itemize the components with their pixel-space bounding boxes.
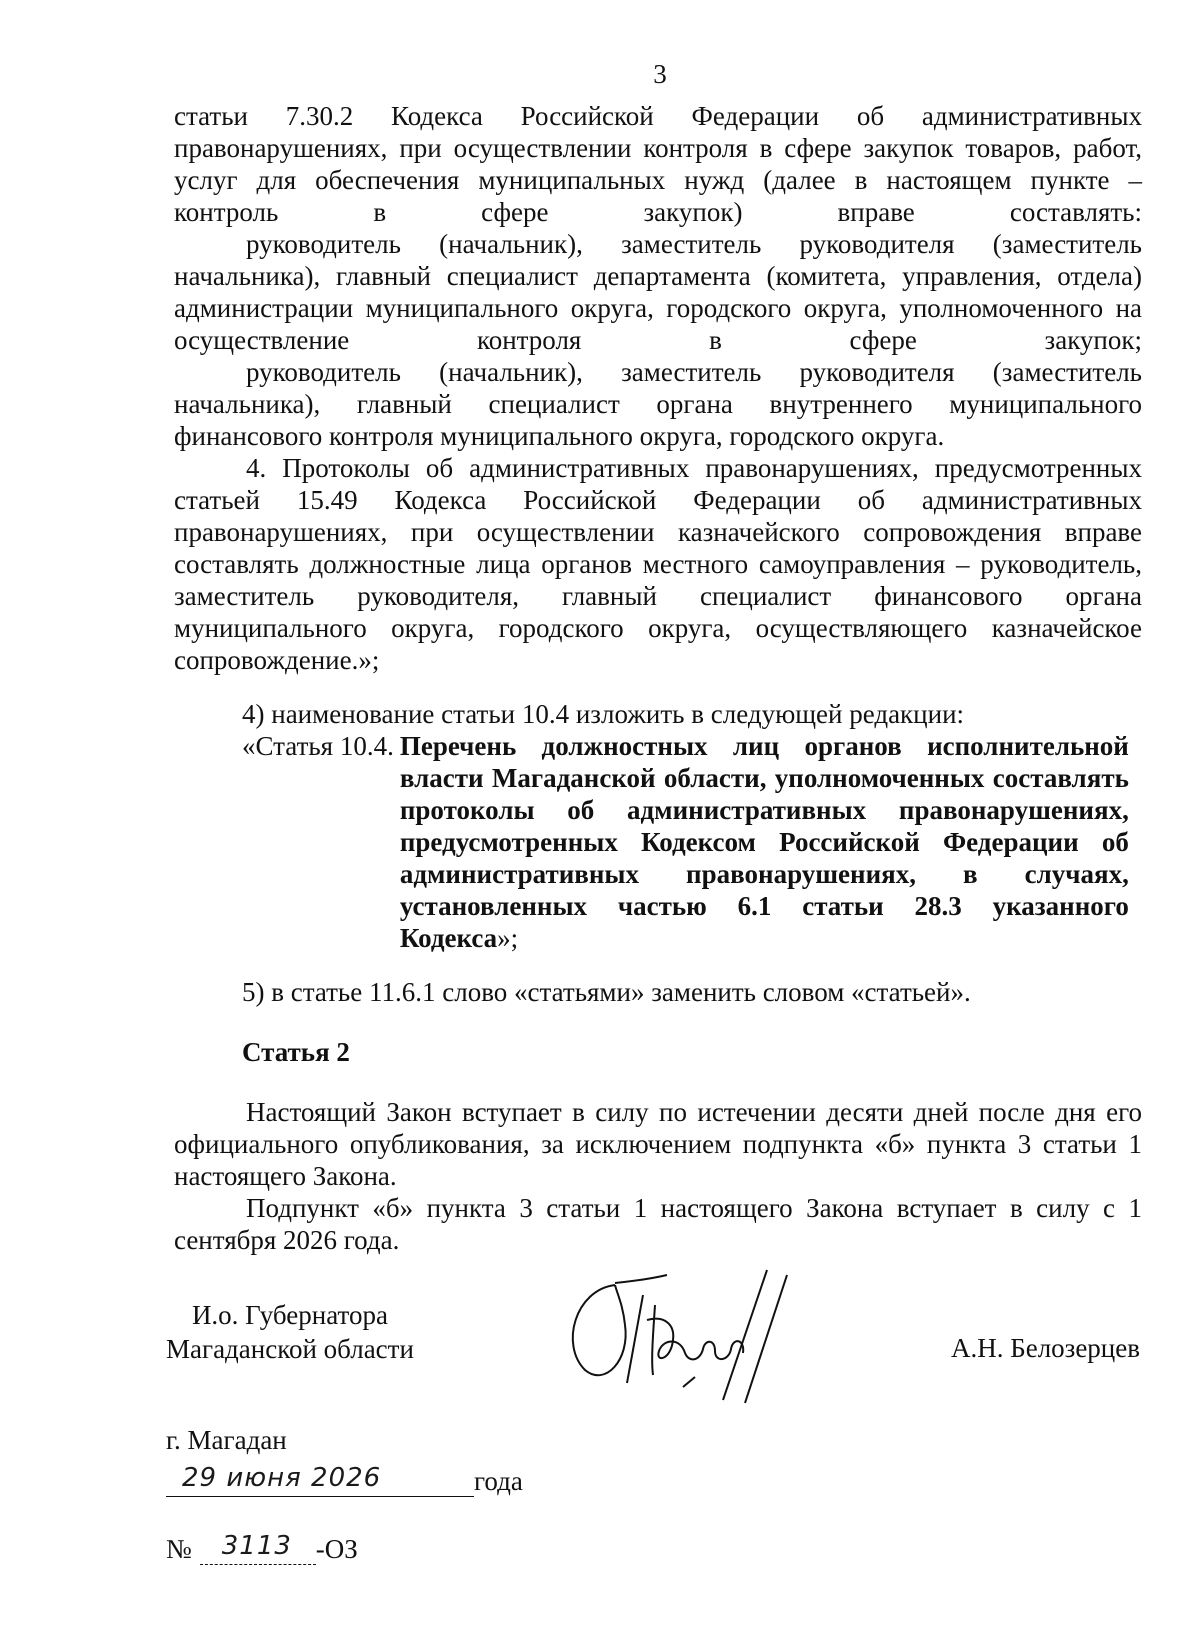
signatory-title-line-1: И.о. Губернатора — [191, 1300, 388, 1330]
article-title — [400, 730, 1129, 954]
paragraph: статьи 7.30.2 Кодекса Российской Федерации об административных правонарушениях, при осуществлении контроля в сфере закупок товаров, работ, услуг для обеспечения муниципальных нужд (далее в настоящем пункте – контроль в сфере закупок) вправе составлять: — [174, 101, 1142, 227]
article-2-paragraph-2: Подпункт «б» пункта 3 статьи 1 настоящего Закона вступает в силу с 1 сентября 2026 года. — [174, 1193, 1142, 1255]
signatory-title-line-2: Магаданской области — [166, 1334, 414, 1364]
handwritten-signature — [555, 1265, 815, 1405]
date-line — [166, 1460, 474, 1497]
signatory-name: А.Н. Белозерцев — [950, 1333, 1140, 1363]
law-number — [166, 1530, 358, 1565]
date-handwritten: 29 июня 2026 — [182, 1463, 382, 1493]
article-2-heading: Статья 2 — [242, 1037, 350, 1067]
paragraph: 4. Протоколы об административных правонарушениях, предусмотренных статьей 15.49 Кодекса Российской Федерации об административных правонарушениях, при осуществлении казначейского сопровождения вправе составлять должностные лица органов местного самоуправления – руководитель, заместитель руководителя, главный специалист финансового органа муниципального округа, городского округа, осуществляющего казначейское сопровождение.»; — [174, 453, 1142, 675]
number-prefix: № — [166, 1534, 192, 1564]
signing-date — [166, 1460, 523, 1497]
article-title-text: Перечень должностных лиц органов исполнительной власти Магаданской области, уполномоченных составлять протоколы об административных правонарушениях, предусмотренных Кодексом Российской Федерации об административных правонарушениях, в случаях, установленных частью 6.1 статьи 28.3 указанного Кодекса — [399, 731, 1129, 953]
paragraph: руководитель (начальник), заместитель руководителя (заместитель начальника), главный специалист департамента (комитета, управления, отдела) администрации муниципального округа, городского округа, уполномоченного на осуществление контроля в сфере закупок; — [174, 229, 1142, 355]
paragraph: руководитель (начальник), заместитель руководителя (заместитель начальника), главный специалист органа внутреннего муниципального финансового контроля муниципального округа, городского округа. — [174, 357, 1142, 451]
date-suffix: года — [474, 1466, 523, 1496]
signatory-title — [166, 1298, 414, 1366]
document-body — [174, 100, 1142, 1256]
amendment-item-5: 5) в статье 11.6.1 слово «статьями» заменить словом «статьей». — [242, 977, 971, 1007]
number-line — [200, 1530, 316, 1565]
article-2-paragraph-1: Настоящий Закон вступает в силу по истечении десяти дней после дня его официального опубликования, за исключением подпункта «б» пункта 3 статьи 1 настоящего Закона. — [174, 1097, 1142, 1191]
number-suffix: -ОЗ — [315, 1534, 358, 1564]
article-lead: «Статья 10.4. — [242, 731, 394, 761]
city: г. Магадан — [166, 1425, 287, 1455]
page-number: 3 — [653, 59, 667, 89]
amendment-item-4: 4) наименование статьи 10.4 изложить в следующей редакции: — [242, 699, 965, 729]
number-handwritten: 3113 — [221, 1531, 292, 1561]
article-tail: »; — [497, 923, 519, 953]
article-10-4-block — [174, 730, 1142, 954]
